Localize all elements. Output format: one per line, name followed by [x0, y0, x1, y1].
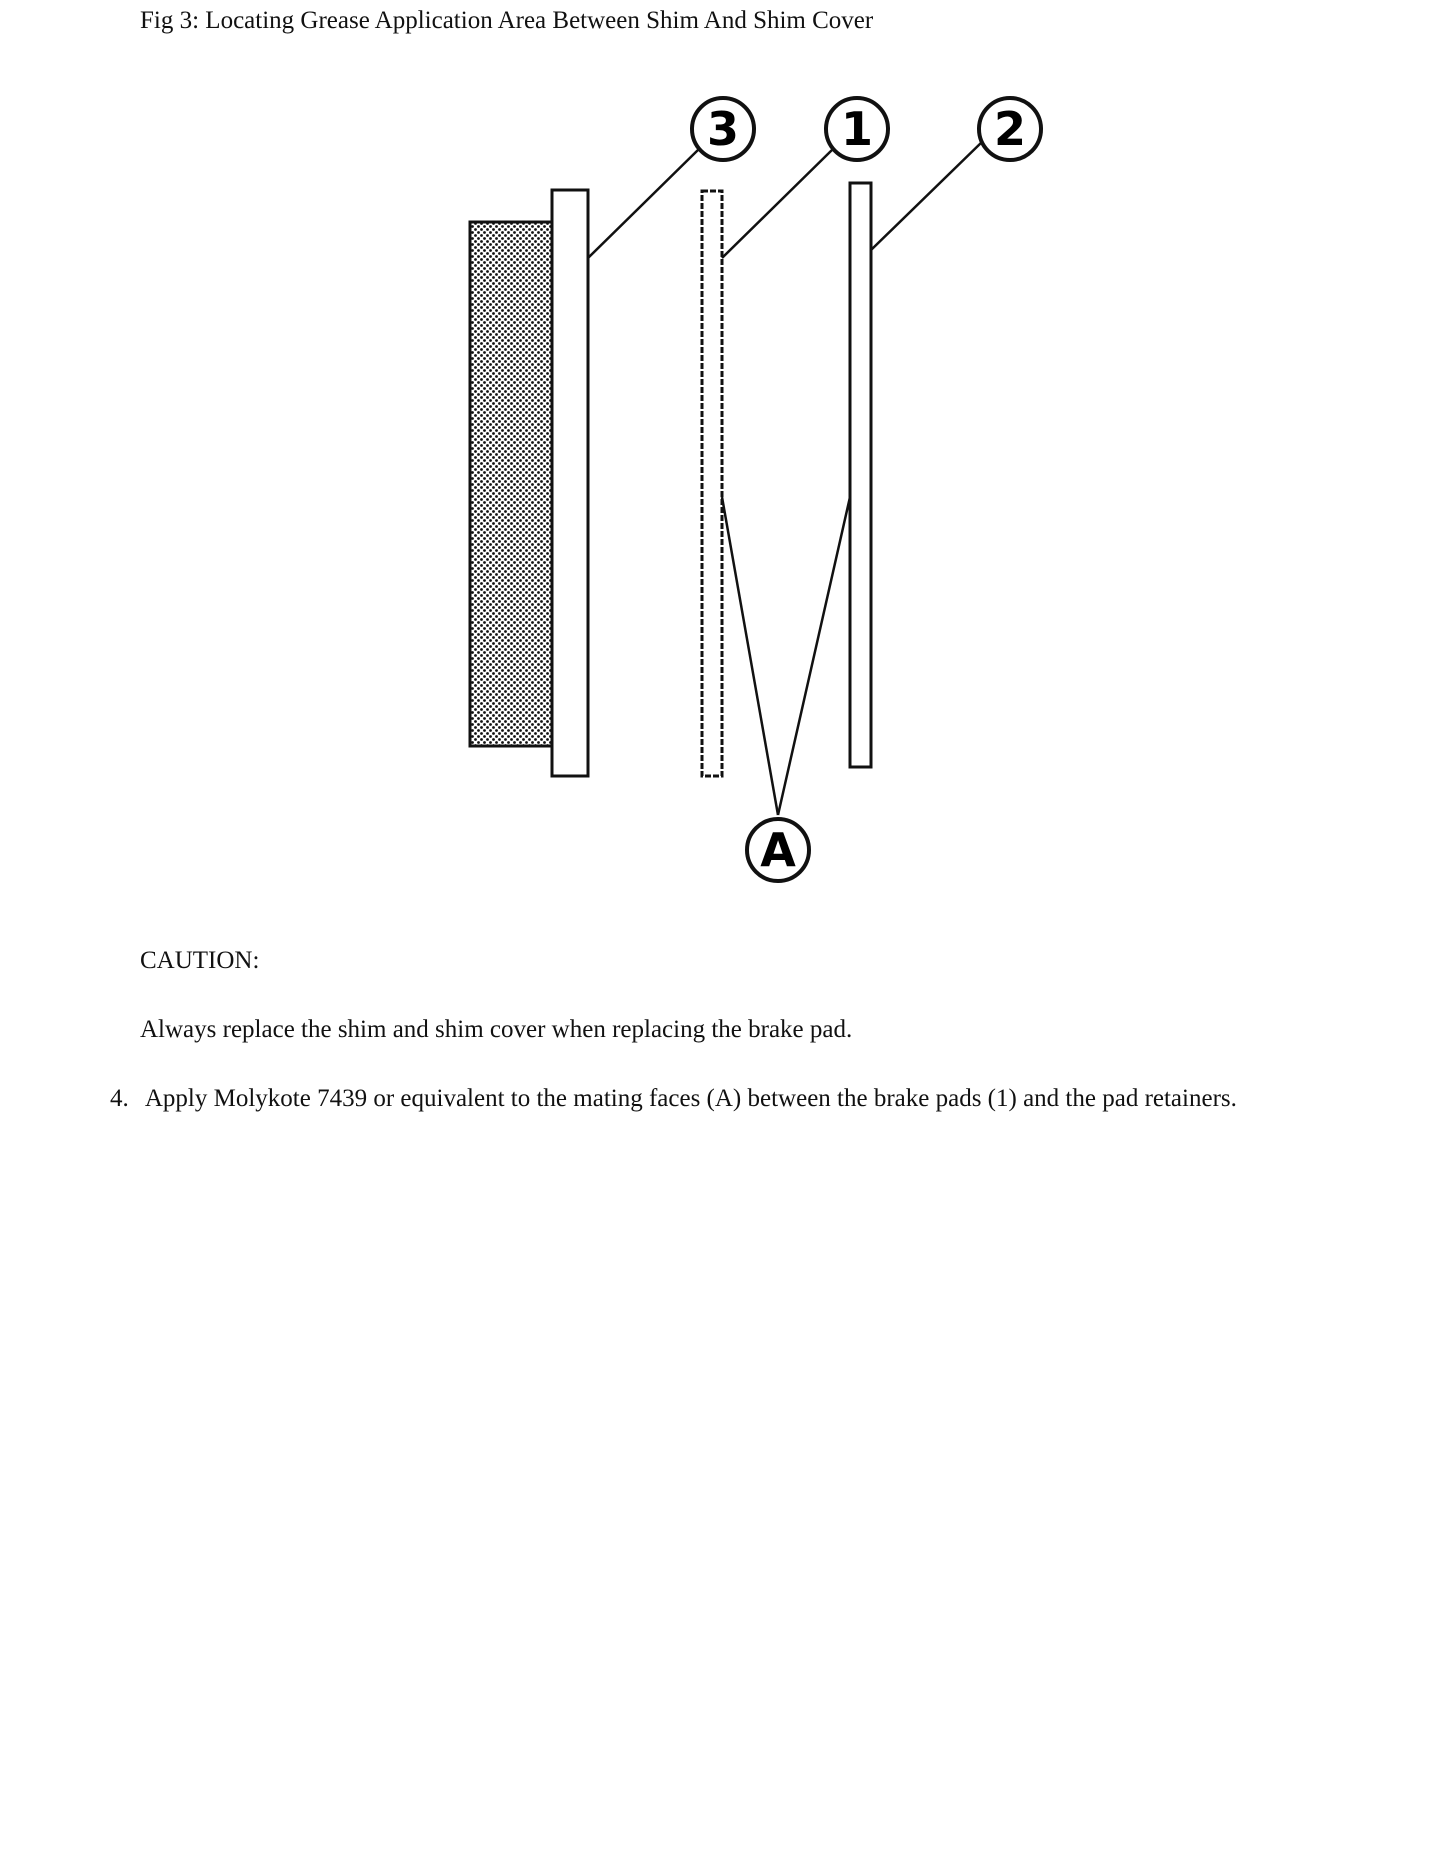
callout-a-label: A	[760, 823, 796, 877]
retainer-plate	[850, 183, 871, 767]
callout-a	[747, 819, 809, 881]
shim-cover-plate	[552, 190, 588, 776]
step-text: Apply Molykote 7439 or equivalent to the mating faces (A) between the brake pads (1) and the pad retainers.	[144, 1085, 1237, 1112]
brake-pad-lining	[470, 222, 552, 746]
callout-1-label: 1	[840, 102, 874, 156]
leader-line-a-left	[722, 497, 778, 815]
step-number: 4.	[110, 1085, 129, 1112]
leader-line-3	[588, 148, 700, 258]
shim-plate	[702, 191, 722, 776]
shim-grease-diagram	[0, 0, 1445, 920]
callout-2	[979, 98, 1041, 160]
step-item	[110, 1082, 1237, 1116]
caution-heading: CAUTION:	[140, 947, 260, 974]
leader-line-a-right	[778, 497, 850, 815]
leader-line-1	[722, 148, 834, 258]
callout-3	[692, 98, 754, 160]
figure-caption: Fig 3: Locating Grease Application Area Between Shim And Shim Cover	[140, 7, 874, 34]
callout-3-label: 3	[706, 102, 740, 156]
callout-1	[826, 98, 888, 160]
caution-text: Always replace the shim and shim cover when replacing the brake pad.	[140, 1016, 853, 1043]
callout-2-label: 2	[993, 102, 1027, 156]
leader-line-2	[871, 140, 984, 250]
